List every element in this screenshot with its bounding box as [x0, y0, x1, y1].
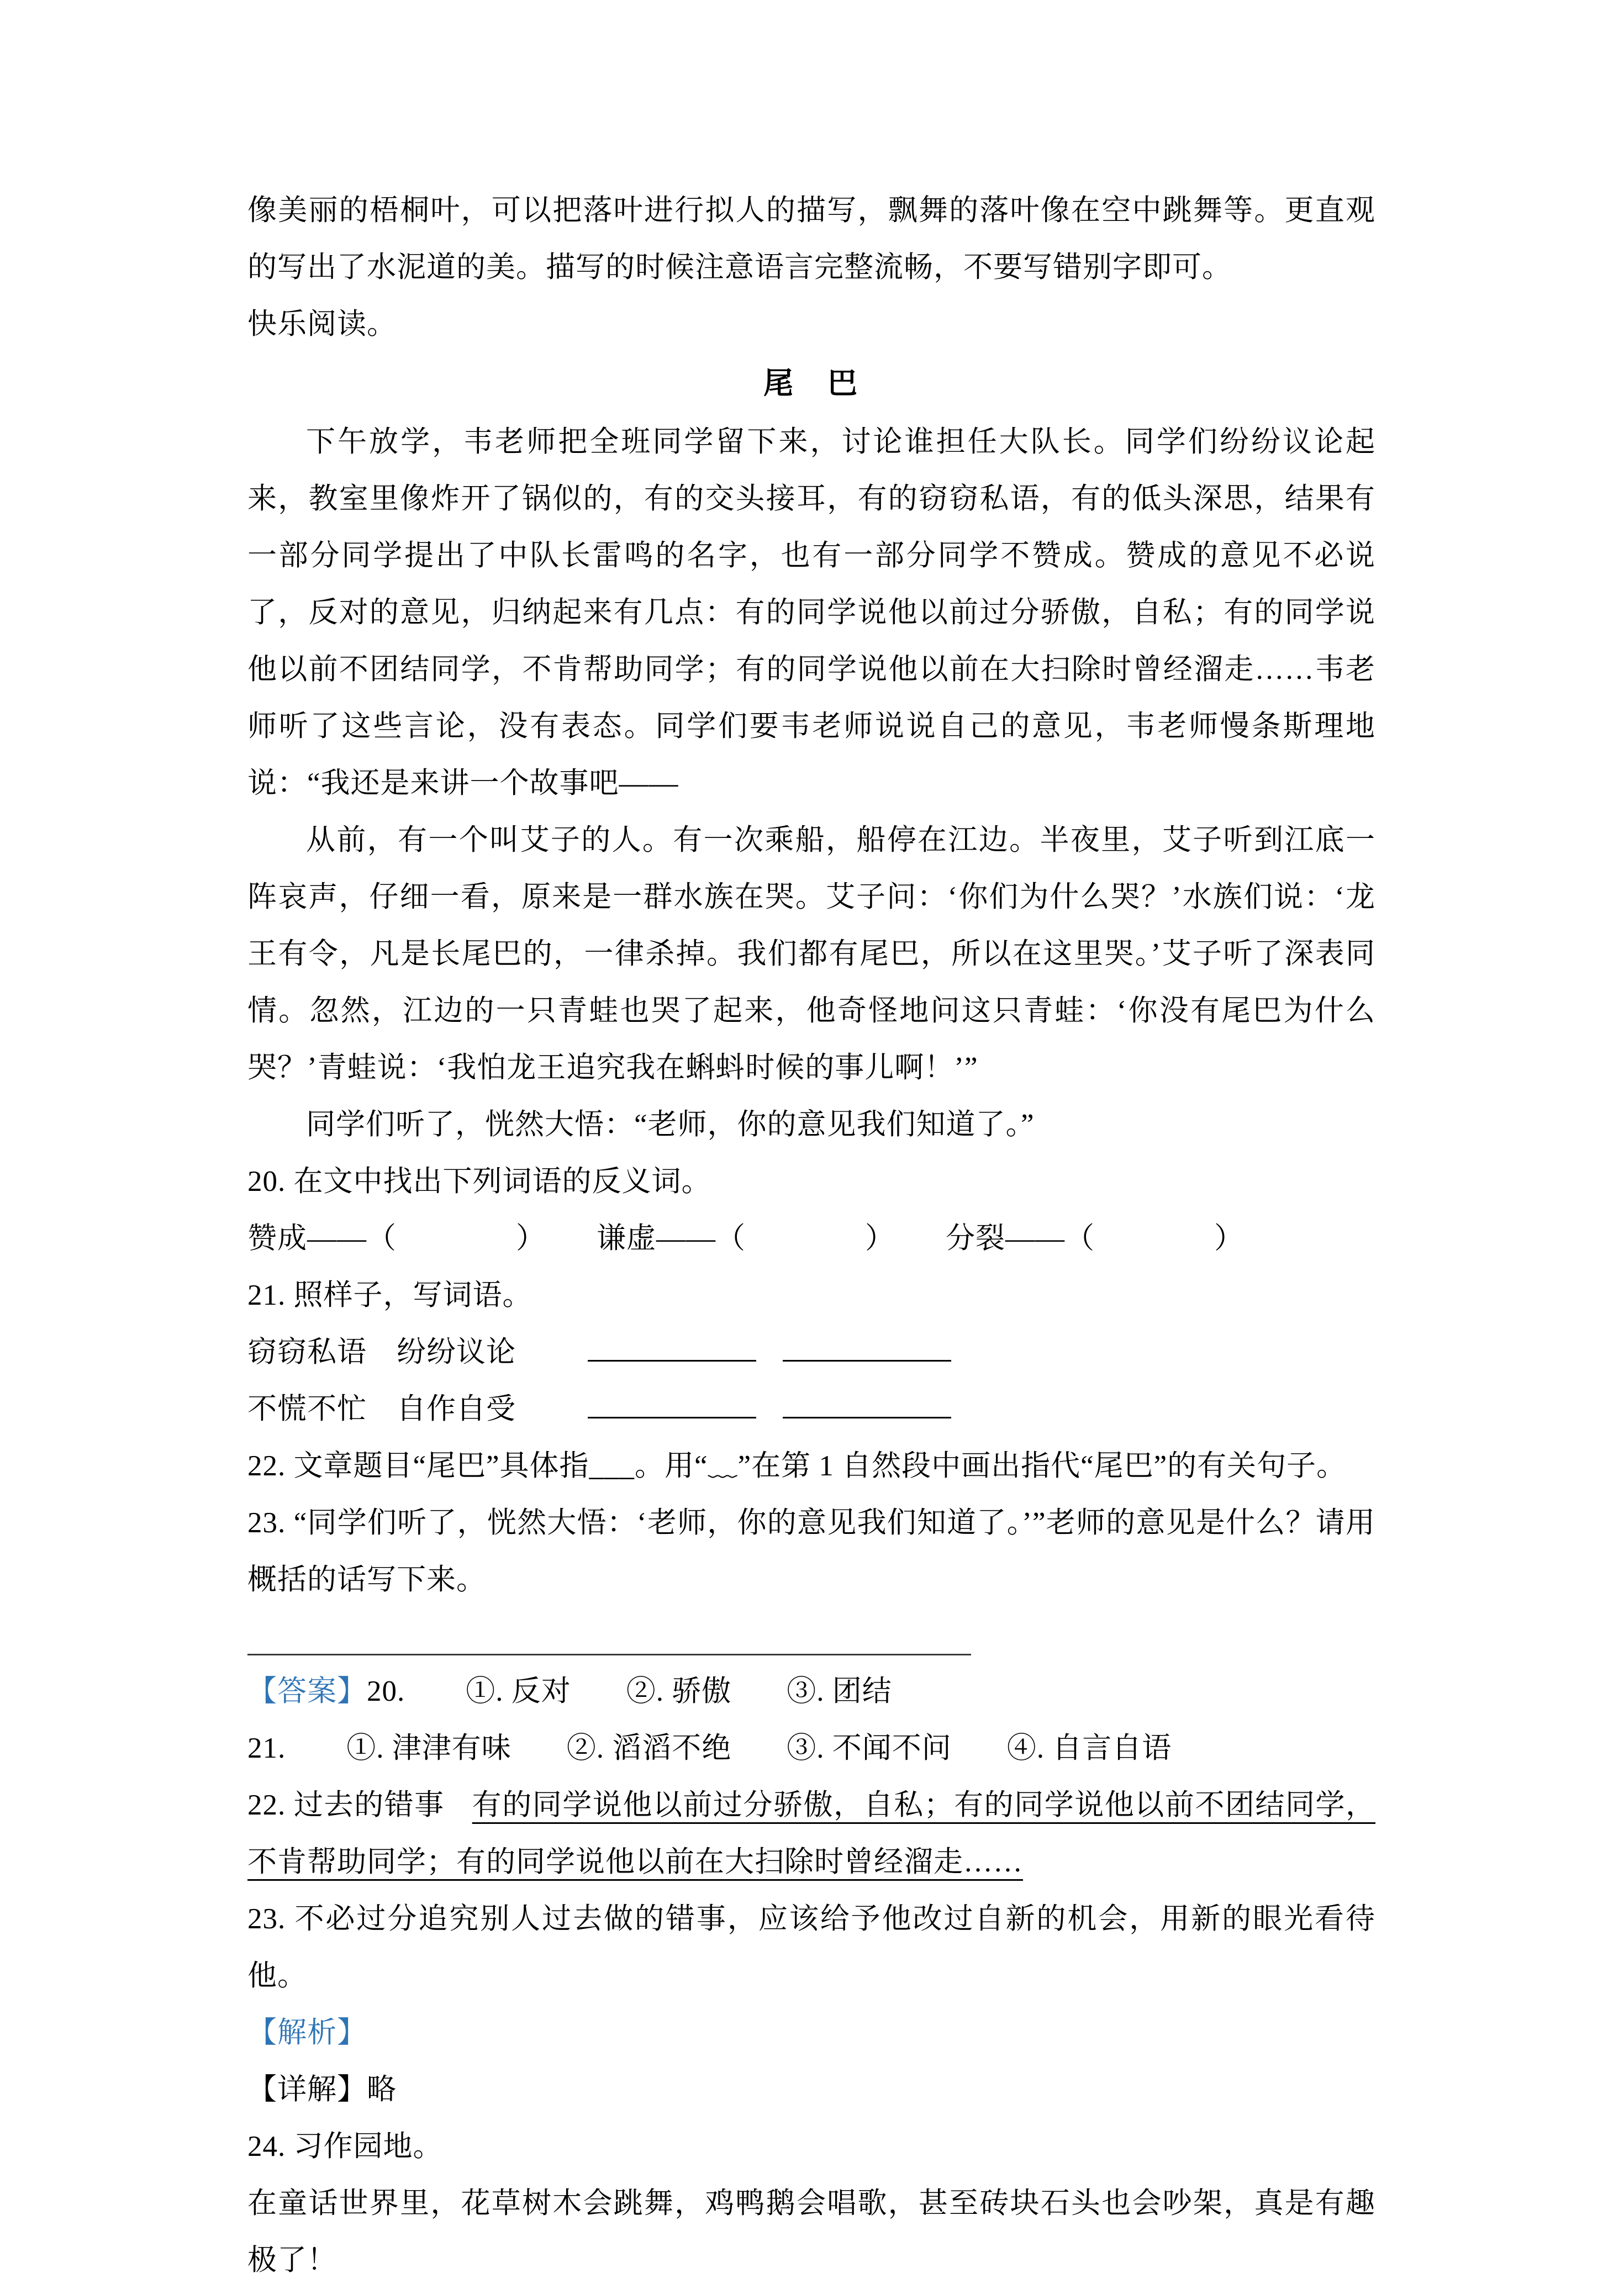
answer-20-row: [247, 1663, 1375, 1720]
answer-21-row: [247, 1720, 1375, 1777]
answer-20-item-1: ①. 反对: [466, 1675, 571, 1707]
blank-line: [783, 1394, 951, 1418]
story-paragraph-3: 同学们听了，恍然大悟：“老师，你的意见我们知道了。”: [306, 1109, 1035, 1141]
antonym-pair-split: 分裂——（ ）: [946, 1222, 1244, 1254]
answer-label: 【答案】: [247, 1675, 367, 1707]
answer-20-number: 20.: [367, 1675, 405, 1707]
detail-label: 【详解】: [247, 2074, 367, 2106]
question-21-row-1: [247, 1324, 1375, 1381]
answer-22-row: [247, 1777, 1375, 1891]
antonym-pair-modest: 谦虚——（ ）: [597, 1222, 895, 1254]
question-20-blanks-row: [247, 1210, 1375, 1267]
blank-line: [588, 1394, 756, 1418]
intro-paragraph: 像美丽的梧桐叶，可以把落叶进行拟人的描写，飘舞的落叶像在空中跳舞等。更直观的写出了水泥道的美。描写的时候注意语言完整流畅，不要写错别字即可。: [247, 194, 1375, 283]
answer-20-item-2: ②. 骄傲: [626, 1675, 732, 1707]
answer-22-prefix: 22. 过去的错事: [247, 1789, 445, 1821]
answer-21-item-1: ①. 津津有味: [346, 1732, 512, 1764]
analysis-label-row: [247, 2005, 1375, 2061]
question-21-examples-2: 不慌不忙 自作自受: [247, 1393, 516, 1425]
analysis-label: 【解析】: [247, 2017, 367, 2049]
question-23-stem: 23. “同学们听了，恍然大悟：‘老师，你的意见我们知道了。’”老师的意见是什么？请用概括的话写下来。: [247, 1507, 1375, 1596]
reading-title: 尾 巴: [763, 367, 860, 400]
answer-section-divider: [247, 1654, 971, 1655]
question-22-stem: 22. 文章题目“尾巴”具体指___。用“﹏”在第 1 自然段中画出指代“尾巴”的有关句子。: [247, 1450, 1347, 1482]
answer-20-item-3: ③. 团结: [787, 1675, 892, 1707]
answer-21-item-4: ④. 自言自语: [1006, 1732, 1172, 1764]
answer-21-number: 21.: [247, 1732, 286, 1764]
detail-row: [247, 2061, 1375, 2118]
answer-22-underlined-text: 有的同学说他以前过分骄傲，自私；有的同学说他以前不团结同学，不肯帮助同学；有的同学说他以前在大扫除时曾经溜走……: [247, 1789, 1375, 1878]
question-20-stem: 20. 在文中找出下列词语的反义词。: [247, 1165, 711, 1198]
question-24-text: 在童话世界里，花草树木会跳舞，鸡鸭鹅会唱歌，甚至砖块石头也会吵架，真是有趣极了！: [247, 2187, 1375, 2276]
question-24-stem: 24. 习作园地。: [247, 2130, 443, 2163]
answer-21-item-3: ③. 不闻不问: [787, 1732, 952, 1764]
story-paragraph-2: 从前，有一个叫艾子的人。有一次乘船，船停在江边。半夜里，艾子听到江底一阵哀声，仔细一看，原来是一群水族在哭。艾子问：‘你们为什么哭？’水族们说：‘龙王有令，凡是长尾巴的，一律杀掉。我们都有尾巴，所以在这里哭。’艾子听了深表同情。忽然，江边的一只青蛙也哭了起来，他奇怪地问这只青蛙：‘你没有尾巴为什么哭？’青蛙说：‘我怕龙王追究我在蝌蚪时候的事儿啊！’”: [247, 824, 1375, 1084]
detail-text: 略: [367, 2074, 397, 2106]
question-21-stem: 21. 照样子，写词语。: [247, 1279, 532, 1311]
answer-23-row: 23. 不必过分追究别人过去做的错事，应该给予他改过自新的机会，用新的眼光看待他。: [247, 1903, 1375, 1992]
blank-line: [783, 1337, 951, 1362]
answer-21-item-2: ②. 滔滔不绝: [566, 1732, 732, 1764]
antonym-pair-approve: 赞成——（ ）: [247, 1222, 546, 1254]
question-21-examples-1: 窃窃私语 纷纷议论: [247, 1336, 516, 1368]
question-21-row-2: [247, 1381, 1375, 1438]
section-label: 快乐阅读。: [247, 308, 397, 340]
blank-line: [588, 1337, 756, 1362]
story-paragraph-1: 下午放学，韦老师把全班同学留下来，讨论谁担任大队长。同学们纷纷议论起来，教室里像炸开了锅似的，有的交头接耳，有的窃窃私语，有的低头深思，结果有一部分同学提出了中队长雷鸣的名字，也有一部分同学不赞成。赞成的意见不必说了，反对的意见，归纳起来有几点：有的同学说他以前过分骄傲，自私；有的同学说他以前不团结同学，不肯帮助同学；有的同学说他以前在大扫除时曾经溜走……韦老师听了这些言论，没有表态。同学们要韦老师说说自己的意见，韦老师慢条斯理地说：“我还是来讲一个故事吧——: [247, 426, 1375, 799]
